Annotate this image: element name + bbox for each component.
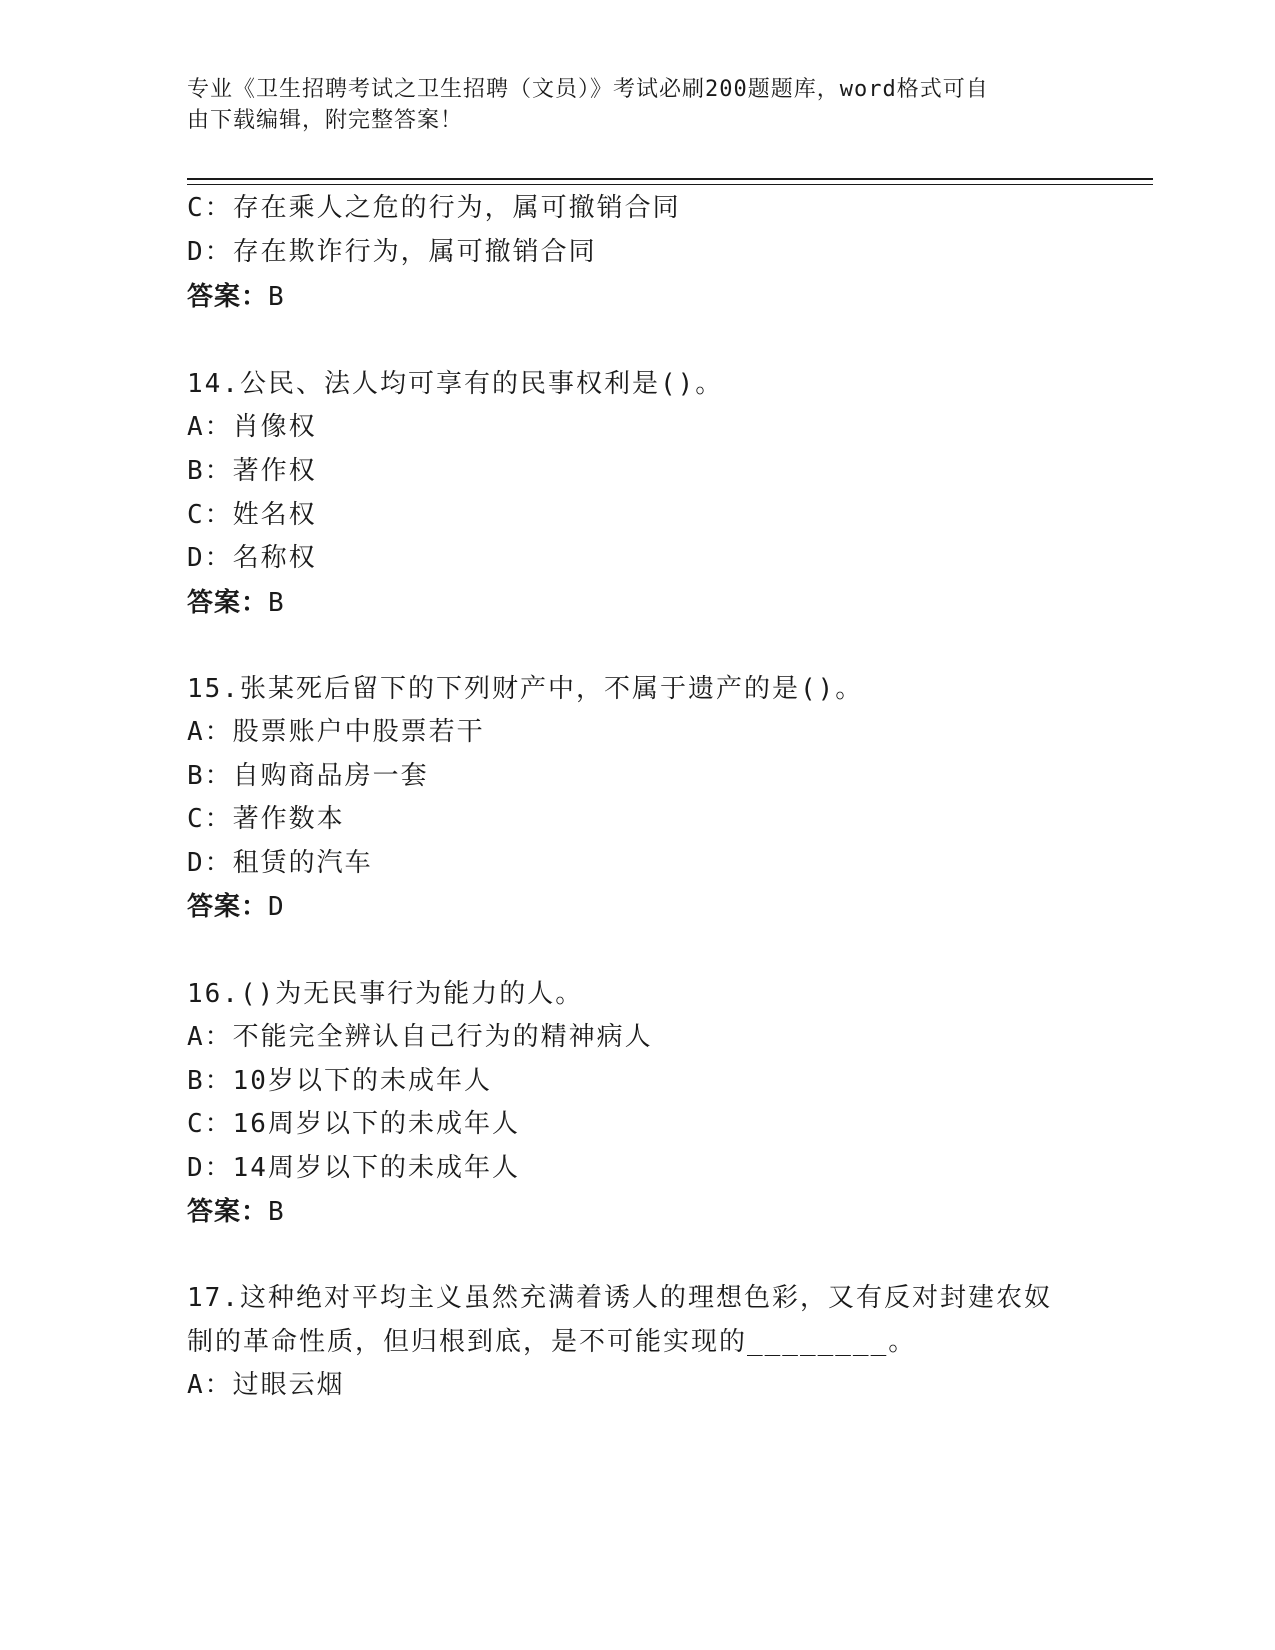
q17-stem-line-1: 17.这种绝对平均主义虽然充满着诱人的理想色彩，又有反对封建农奴 bbox=[187, 1283, 1052, 1313]
q15-option-a: A：股票账户中股票若干 bbox=[187, 717, 485, 747]
answer-value: B bbox=[268, 1197, 285, 1227]
q14-stem: 14.公民、法人均可享有的民事权利是()。 bbox=[187, 369, 724, 399]
q16-option-c: C：16周岁以下的未成年人 bbox=[187, 1109, 520, 1139]
q16-stem: 16.()为无民事行为能力的人。 bbox=[187, 979, 584, 1009]
header-line-1: 专业《卫生招聘考试之卫生招聘（文员）》考试必刷200题题库，word格式可自 bbox=[187, 77, 989, 102]
answer-value: D bbox=[268, 892, 285, 922]
q14-option-b: B：著作权 bbox=[187, 456, 317, 486]
q14-option-a: A：肖像权 bbox=[187, 412, 317, 442]
answer-label: 答案： bbox=[187, 891, 269, 921]
q17-stem-line-2: 制的革命性质，但归根到底，是不可能实现的________。 bbox=[187, 1327, 917, 1357]
header-line-2: 由下载编辑，附完整答案！ bbox=[187, 108, 464, 133]
q13-answer bbox=[187, 279, 285, 314]
q14-option-c: C：姓名权 bbox=[187, 500, 317, 530]
answer-label: 答案： bbox=[187, 281, 269, 311]
header-divider-thin bbox=[187, 184, 1153, 185]
q16-option-a: A：不能完全辨认自己行为的精神病人 bbox=[187, 1022, 653, 1052]
answer-label: 答案： bbox=[187, 1196, 269, 1226]
answer-value: B bbox=[268, 588, 285, 618]
q13-option-d: D：存在欺诈行为，属可撤销合同 bbox=[187, 237, 597, 267]
q15-answer bbox=[187, 889, 285, 924]
q17-option-a: A：过眼云烟 bbox=[187, 1370, 345, 1400]
q16-answer bbox=[187, 1194, 285, 1229]
q15-option-b: B：自购商品房一套 bbox=[187, 761, 429, 791]
q16-option-b: B：10岁以下的未成年人 bbox=[187, 1066, 492, 1096]
answer-value: B bbox=[268, 282, 285, 312]
answer-label: 答案： bbox=[187, 587, 269, 617]
q15-stem: 15.张某死后留下的下列财产中，不属于遗产的是()。 bbox=[187, 674, 864, 704]
header-divider-thick bbox=[187, 178, 1153, 180]
q13-option-c: C：存在乘人之危的行为，属可撤销合同 bbox=[187, 193, 681, 223]
document-header bbox=[187, 74, 1087, 136]
q14-answer bbox=[187, 585, 285, 620]
q14-option-d: D：名称权 bbox=[187, 543, 317, 573]
q15-option-d: D：租赁的汽车 bbox=[187, 848, 373, 878]
q16-option-d: D：14周岁以下的未成年人 bbox=[187, 1153, 520, 1183]
q15-option-c: C：著作数本 bbox=[187, 804, 345, 834]
